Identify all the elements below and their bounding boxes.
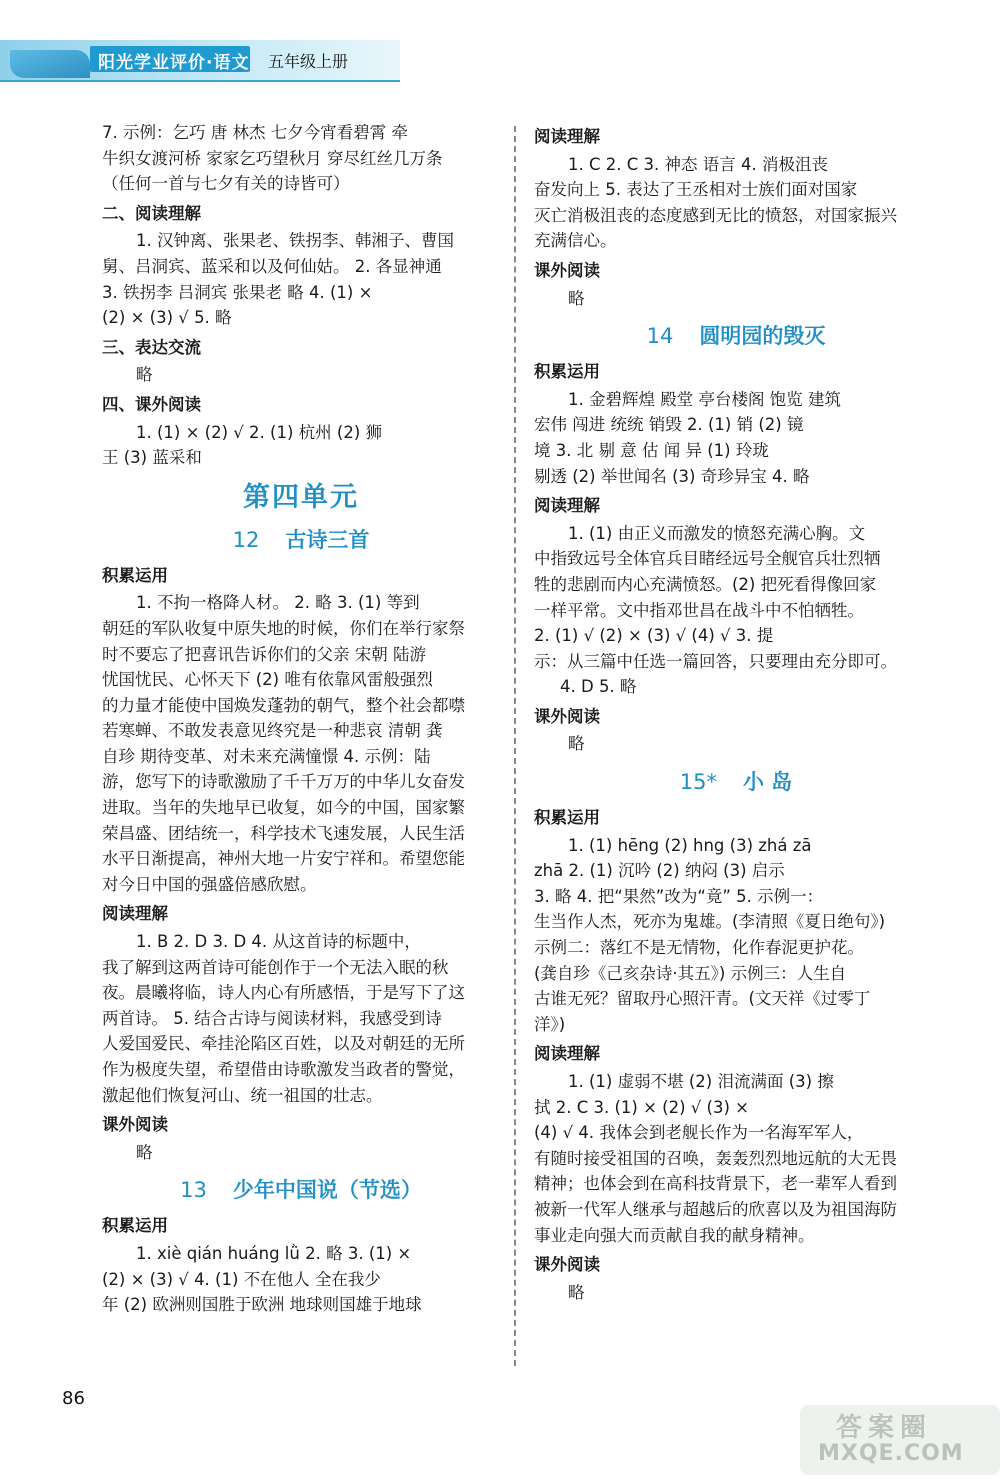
answer-line: 事业走向强大而贡献自我的献身精神。	[534, 1225, 815, 1245]
answer-line: 境 3. 北 剔 意 估 闻 异 (1) 玲珑	[534, 440, 769, 460]
section-heading: 积累运用	[102, 565, 168, 585]
answer-line: 精神；也体会到在高科技背景下，老一辈军人看到	[534, 1174, 897, 1194]
section-heading: 课外阅读	[102, 1115, 168, 1135]
answer-line: 1. 不拘一格降人材。 2. 略 3. (1) 等到	[136, 593, 420, 613]
answer-line: 奋发向上 5. 表达了王丞相对士族们面对国家	[534, 180, 858, 200]
answer-line: 略	[568, 288, 585, 308]
answer-line: 略	[568, 1282, 585, 1302]
answer-line: 年 (2) 欧洲则国胜于欧洲 地球则国雄于地球	[102, 1295, 422, 1315]
answer-line: 我了解到这两首诗可能创作于一个无法入眠的秋	[102, 957, 449, 977]
answer-line: 激起他们恢复河山、统一祖国的壮志。	[102, 1085, 383, 1105]
answer-line: 的力量才能使中国焕发蓬勃的朝气，整个社会都噤	[102, 695, 465, 715]
answer-line: 2. (1) √ (2) × (3) √ (4) √ 3. 提	[534, 626, 774, 646]
lesson-name: 圆明园的毁灭	[699, 324, 826, 349]
answer-line: (4) √ 4. 我体会到老舰长作为一名海军军人，	[534, 1123, 864, 1143]
answer-line: 舅、吕洞宾、蓝采和以及何仙姑。 2. 各显神通	[102, 256, 442, 276]
answer-line: 1. (1) hēng (2) hng (3) zhá zā	[568, 835, 812, 855]
section-heading: 阅读理解	[102, 904, 168, 924]
grade-label: 五年级上册	[268, 52, 349, 71]
answer-line: 自珍 期待变革、对未来充满憧憬 4. 示例：陆	[102, 746, 431, 766]
answer-line: 7. 示例：乞巧 唐 林杰 七夕今宵看碧霄 牵	[102, 123, 408, 142]
answer-line: 略	[136, 365, 153, 385]
section-heading: 二、阅读理解	[102, 203, 201, 223]
answer-line: 古谁无死？留取丹心照汗青。(文天祥《过零丁	[534, 989, 871, 1009]
answer-line: 牛织女渡河桥 家家乞巧望秋月 穿尽红丝几万条	[102, 148, 443, 168]
answer-line: (2) × (3) √ 4. (1) 不在他人 全在我少	[102, 1269, 381, 1289]
lesson-number: 14	[646, 324, 674, 349]
answer-line: 灭亡消极沮丧的态度感到无比的愤怒，对国家振兴	[534, 205, 897, 225]
section-heading: 阅读理解	[534, 1044, 600, 1064]
answer-line: (2) × (3) √ 5. 略	[102, 308, 232, 328]
left-column	[102, 120, 500, 1318]
header-ribbon-decoration	[10, 50, 90, 78]
answer-line: 洋》)	[534, 1014, 566, 1034]
lesson-title	[534, 767, 938, 797]
answer-line: 1. (1) × (2) √ 2. (1) 杭州 (2) 狮	[136, 422, 383, 442]
answer-line: 游，您写下的诗歌激励了千千万万的中华儿女奋发	[102, 772, 465, 792]
section-heading: 积累运用	[534, 808, 600, 828]
lesson-title	[534, 321, 938, 351]
section-heading: 积累运用	[102, 1216, 168, 1236]
answer-line: 王 (3) 蓝采和	[102, 448, 202, 468]
answer-line: 拭 2. C 3. (1) × (2) √ (3) ×	[534, 1097, 749, 1117]
answer-line: 4. D 5. 略	[560, 677, 637, 697]
unit-title: 第四单元	[243, 481, 359, 513]
book-brand: 阳光学业评价·语文	[98, 53, 250, 73]
answer-line: 中指致远号全体官兵目睹经远号全舰官兵壮烈牺	[534, 549, 881, 569]
column-divider	[514, 126, 516, 1366]
answer-line: 作为极度失望，希望借由诗歌激发当政者的警觉，	[102, 1060, 465, 1079]
watermark-logo	[800, 1405, 1000, 1475]
answer-line: 一样平常。文中指邓世昌在战斗中不怕牺牲。	[534, 600, 864, 620]
section-heading: 四、课外阅读	[102, 394, 201, 414]
answer-line: 朝廷的军队收复中原失地的时候，你们在举行家祭	[102, 618, 465, 638]
answer-line: 荣昌盛、团结统一，科学技术飞速发展，人民生活	[102, 823, 465, 843]
lesson-title	[102, 525, 500, 555]
answer-line: 略	[136, 1142, 153, 1162]
answer-line: 若寒蝉、不敢发表意见终究是一种悲哀 清朝 龚	[102, 721, 443, 741]
watermark-seal: 答案圈	[836, 1413, 933, 1443]
answer-line: 1. B 2. D 3. D 4. 从这首诗的标题中，	[136, 932, 421, 952]
answer-line: 有随时接受祖国的召唤，轰轰烈烈地远航的大无畏	[534, 1148, 897, 1168]
section-heading: 课外阅读	[534, 706, 600, 726]
page-number: 86	[62, 1388, 85, 1409]
answer-line: 水平日渐提高，神州大地一片安宁祥和。希望您能	[102, 849, 465, 869]
right-column	[534, 120, 938, 1305]
answer-line: 进取。当年的失地早已收复，如今的中国，国家繁	[102, 798, 465, 818]
lesson-title	[102, 1175, 500, 1205]
answer-line: 两首诗。 5. 结合古诗与阅读材料，我感受到诗	[102, 1008, 442, 1028]
answer-line: 剔透 (2) 举世闻名 (3) 奇珍异宝 4. 略	[534, 466, 810, 486]
section-heading: 三、表达交流	[102, 337, 201, 357]
answer-line: （任何一首与七夕有关的诗皆可）	[102, 174, 350, 194]
answer-line: zhā 2. (1) 沉吟 (2) 纳闷 (3) 启示	[534, 861, 785, 881]
answer-line: 示：从三篇中任选一篇回答，只要理由充分即可。	[534, 651, 897, 671]
lesson-number: 15*	[679, 770, 717, 795]
lesson-name: 少年中国说（节选）	[232, 1178, 422, 1203]
answer-line: 生当作人杰，死亦为鬼雄。(李清照《夏日绝句》)	[534, 912, 886, 932]
answer-line: 1. C 2. C 3. 神态 语言 4. 消极沮丧	[568, 154, 828, 174]
lesson-number: 12	[232, 527, 260, 552]
answer-line: 被新一代军人继承与超越后的欣喜以及为祖国海防	[534, 1199, 897, 1219]
watermark-url: MXQE.COM	[818, 1441, 964, 1466]
answer-line: 宏伟 闯进 统统 销毁 2. (1) 销 (2) 镜	[534, 415, 804, 435]
section-heading: 阅读理解	[534, 127, 600, 146]
answer-line: 对今日中国的强盛倍感欣慰。	[102, 874, 317, 894]
answer-line: 充满信心。	[534, 231, 617, 251]
answer-line: 忧国忧民、心怀天下 (2) 唯有依靠风雷般强烈	[102, 670, 433, 690]
answer-line: 3. 略 4. 把“果然”改为“竟” 5. 示例一：	[534, 886, 824, 906]
section-heading: 积累运用	[534, 362, 600, 382]
lesson-name: 小 岛	[742, 770, 793, 795]
section-heading: 课外阅读	[534, 260, 600, 280]
answer-line: 夜。晨曦将临，诗人内心有所感悟，于是写下了这	[102, 983, 465, 1003]
lesson-name: 古诗三首	[285, 527, 370, 552]
answer-line: 1. xiè qián huáng lǜ 2. 略 3. (1) ×	[136, 1243, 412, 1263]
answer-line: 牲的悲剧而内心充满愤怒。(2) 把死看得像回家	[534, 574, 877, 594]
answer-line: 1. 金碧辉煌 殿堂 亭台楼阁 饱览 建筑	[568, 389, 841, 409]
answer-line: 示例二：落红不是无情物，化作春泥更护花。	[534, 938, 864, 958]
answer-line: 1. (1) 由正义而激发的愤怒充满心胸。文	[568, 523, 866, 543]
section-heading: 阅读理解	[534, 496, 600, 516]
answer-line: (龚自珍《己亥杂诗·其五》) 示例三：人生自	[534, 963, 847, 983]
answer-line: 3. 铁拐李 吕洞宾 张果老 略 4. (1) ×	[102, 282, 373, 302]
answer-line: 1. 汉钟离、张果老、铁拐李、韩湘子、曹国	[136, 231, 454, 251]
section-heading: 课外阅读	[534, 1255, 600, 1275]
answer-line: 时不要忘了把喜讯告诉你们的父亲 宋朝 陆游	[102, 644, 426, 664]
answer-line: 1. (1) 虚弱不堪 (2) 泪流满面 (3) 擦	[568, 1072, 834, 1091]
answer-line: 略	[568, 734, 585, 754]
lesson-number: 13	[180, 1178, 207, 1203]
answer-line: 人爱国爱民、牵挂沦陷区百姓，以及对朝廷的无所	[102, 1034, 465, 1054]
